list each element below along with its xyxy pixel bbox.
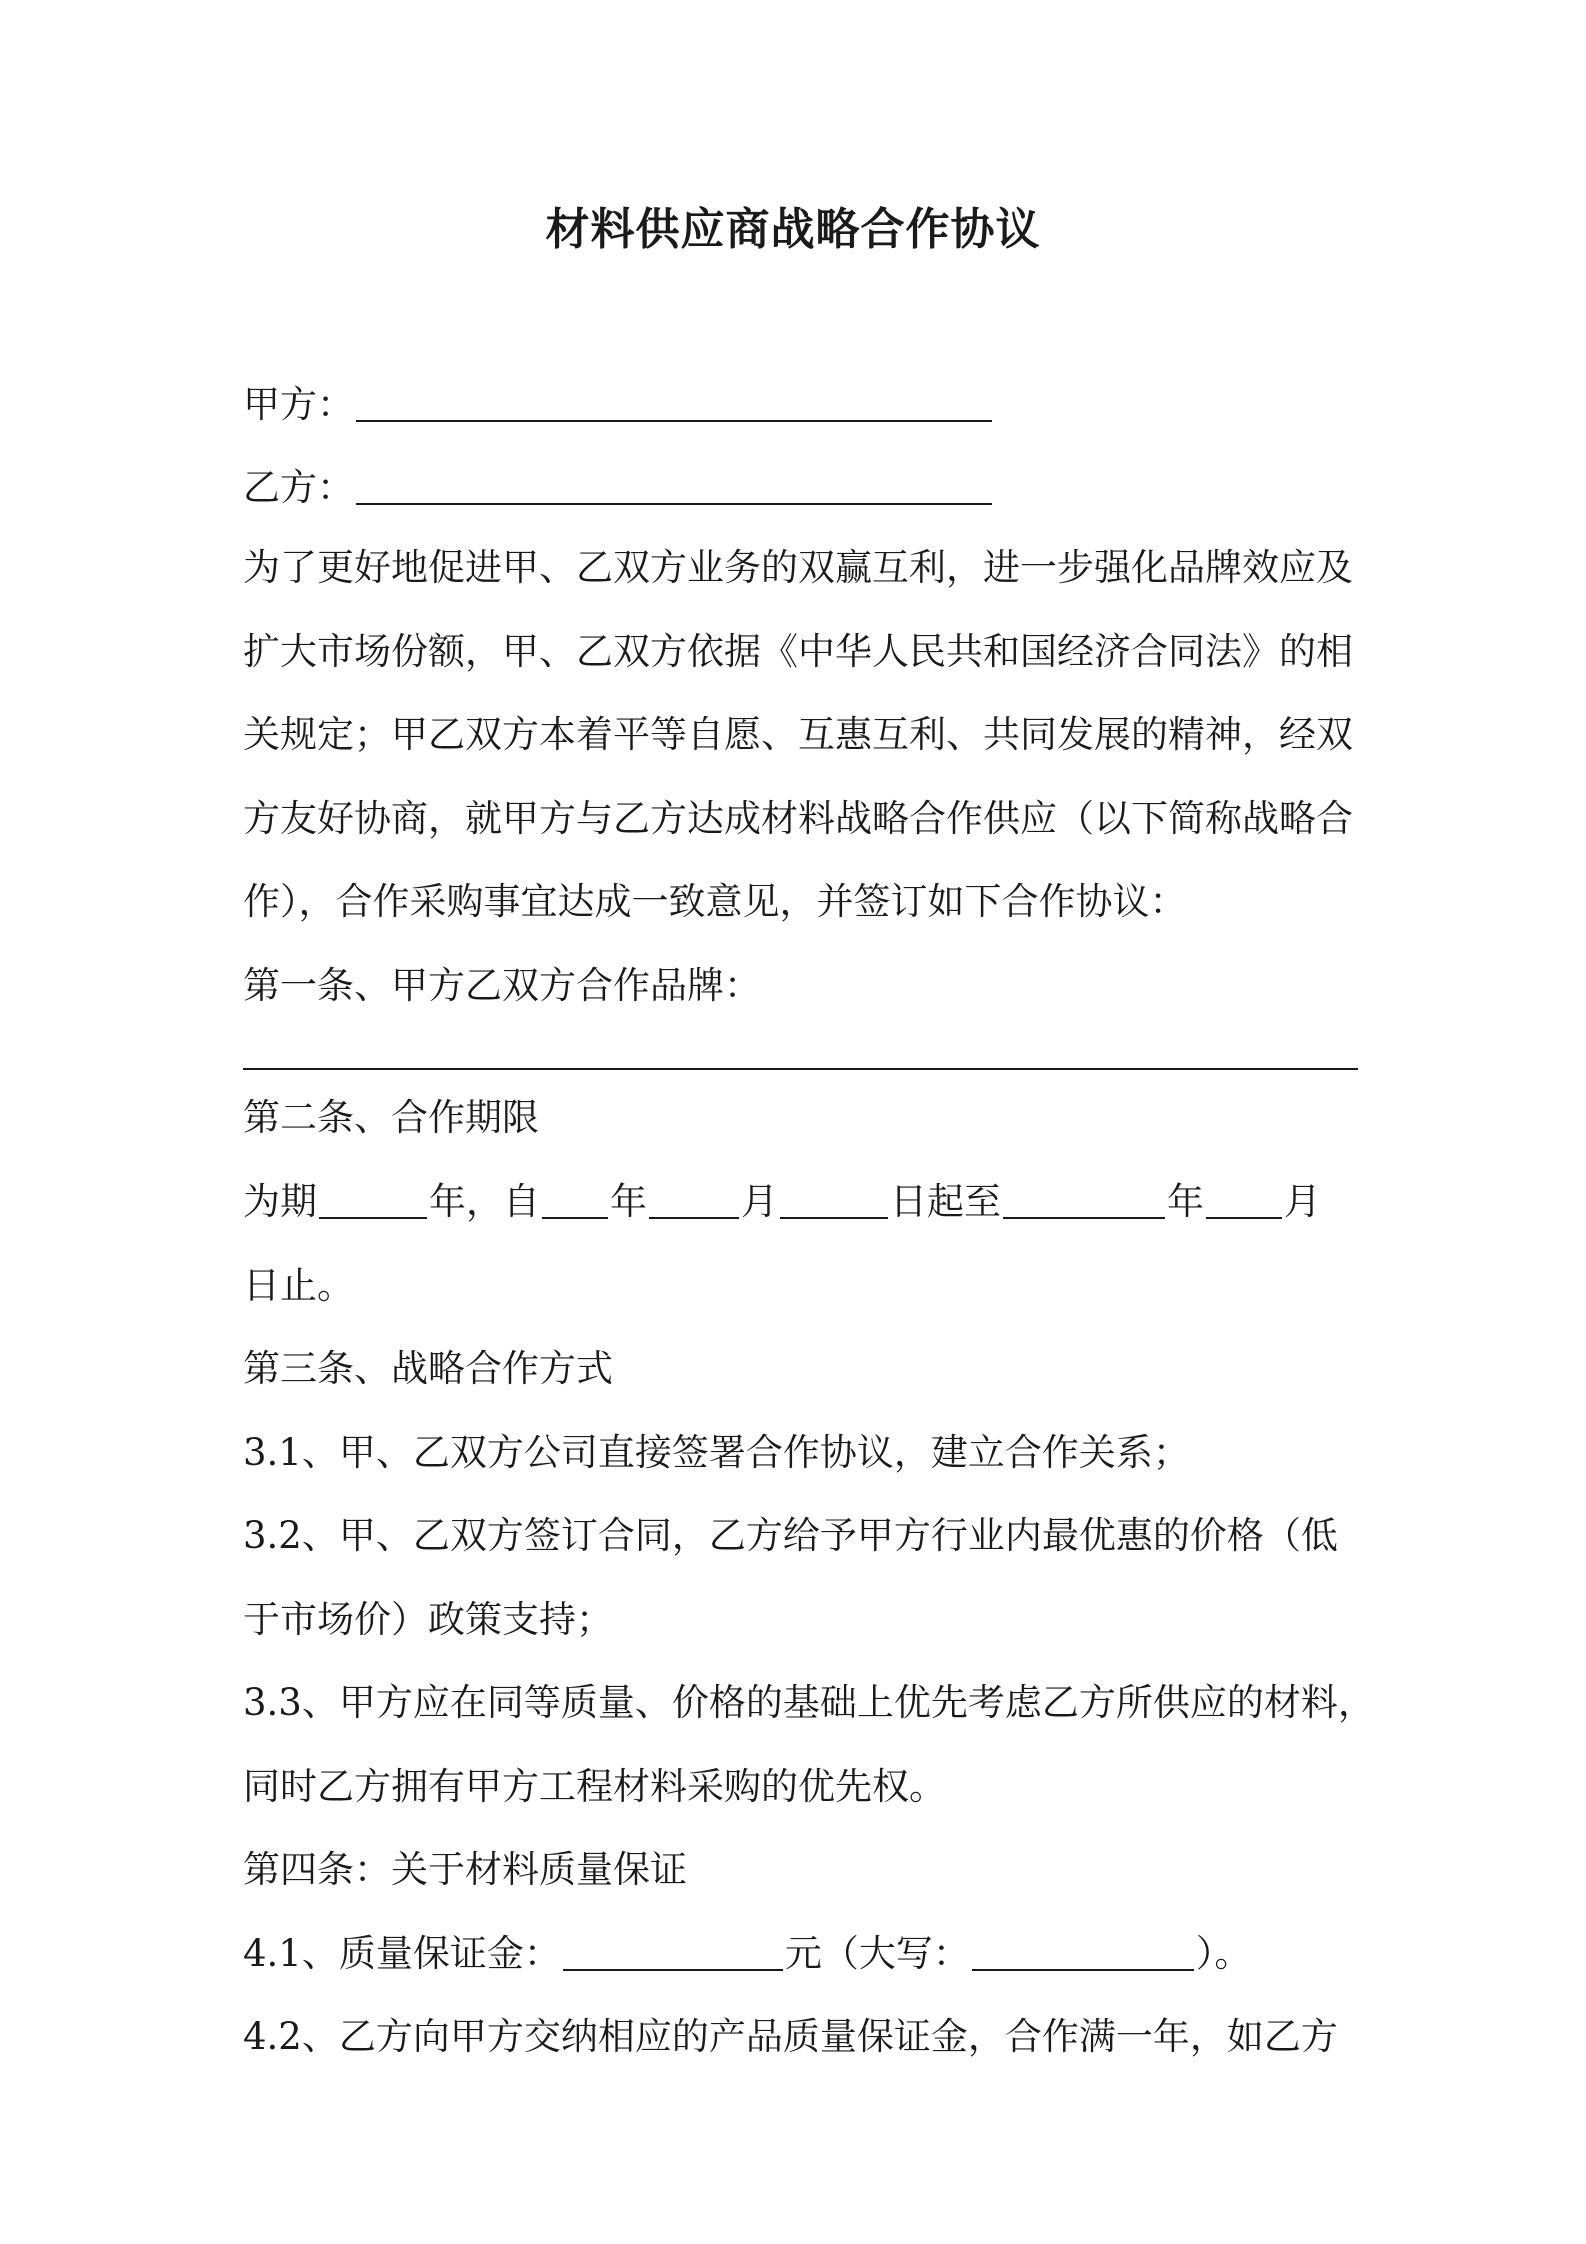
document-title: 材料供应商战略合作协议: [545, 204, 1041, 255]
term-text-7: 月: [1284, 1180, 1321, 1223]
intro-line-1: 为了更好地促进甲、乙双方业务的双赢互利，进一步强化品牌效应及: [243, 546, 1353, 589]
party-b-label: 乙方：: [243, 466, 354, 509]
term-line-end: 日止。: [243, 1264, 354, 1307]
term-blank-end-month: [1206, 1177, 1282, 1219]
term-text-3: 年: [610, 1180, 647, 1223]
term-text-1: 为期: [243, 1180, 317, 1223]
term-text-5: 日起至: [890, 1180, 1001, 1223]
term-blank-start-year: [542, 1177, 608, 1219]
article-4-heading: 第四条：关于材料质量保证: [243, 1848, 687, 1891]
deposit-amount-blank: [563, 1929, 783, 1971]
party-b-blank: [356, 463, 992, 505]
brand-blank-rule: [243, 1068, 1358, 1070]
party-a-label: 甲方：: [243, 383, 354, 426]
clause-3-3-line-2: 同时乙方拥有甲方工程材料采购的优先权。: [243, 1765, 946, 1808]
term-blank-years: [319, 1177, 427, 1219]
clause-3-2-line-2: 于市场价）政策支持；: [243, 1598, 613, 1641]
term-blank-end-year: [1003, 1177, 1165, 1219]
clause-4-2-line-1: 4.2、乙方向甲方交纳相应的产品质量保证金，合作满一年，如乙方: [243, 2015, 1338, 2058]
deposit-text-2: 元（大写：: [784, 1932, 970, 1975]
intro-line-4: 方友好协商，就甲方与乙方达成材料战略合作供应（以下简称战略合: [243, 797, 1353, 840]
intro-line-3: 关规定；甲乙双方本着平等自愿、互惠互利、共同发展的精神，经双: [243, 713, 1353, 756]
intro-line-5: 作），合作采购事宜达成一致意见，并签订如下合作协议：: [243, 880, 1187, 923]
term-blank-start-day: [780, 1177, 888, 1219]
term-blank-start-month: [649, 1177, 739, 1219]
intro-line-2: 扩大市场份额，甲、乙双方依据《中华人民共和国经济合同法》的相: [243, 630, 1353, 673]
term-text-2: 年，自: [429, 1180, 540, 1223]
article-2-heading: 第二条、合作期限: [243, 1096, 539, 1139]
term-text-6: 年: [1167, 1180, 1204, 1223]
article-3-heading: 第三条、战略合作方式: [243, 1347, 613, 1390]
party-a-line: [243, 380, 994, 430]
clause-3-1: 3.1、甲、乙双方公司直接签署合作协议，建立合作关系；: [243, 1431, 1190, 1474]
clause-3-3-line-1: 3.3、甲方应在同等质量、价格的基础上优先考虑乙方所供应的材料，: [243, 1681, 1375, 1724]
deposit-uppercase-blank: [972, 1929, 1194, 1971]
party-a-blank: [356, 380, 992, 422]
article-1-heading: 第一条、甲方乙双方合作品牌：: [243, 964, 761, 1007]
term-text-4: 月: [741, 1180, 778, 1223]
clause-3-2-line-1: 3.2、甲、乙双方签订合同，乙方给予甲方行业内最优惠的价格（低: [243, 1514, 1338, 1557]
party-b-line: [243, 463, 994, 513]
deposit-text-3: ）。: [1195, 1932, 1252, 1975]
clause-4-1: [243, 1929, 1251, 1979]
term-line: [243, 1177, 1321, 1227]
deposit-label: 4.1、质量保证金：: [243, 1932, 561, 1975]
